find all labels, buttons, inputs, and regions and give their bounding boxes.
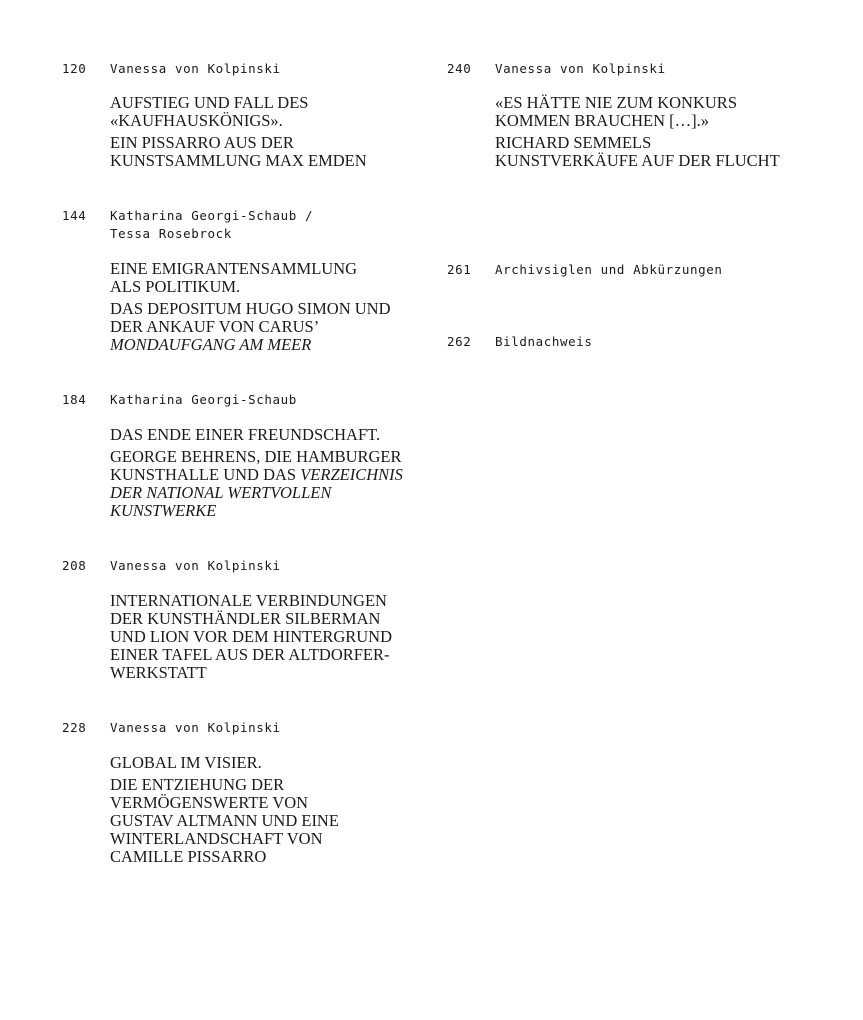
page-number: 184 [62,392,87,407]
entry-subtitle [110,448,420,520]
entry-subtitle-text: DAS DEPOSITUM HUGO SIMON UND DER ANKAUF VON CARUS’ [110,299,391,336]
page-number: 208 [62,558,87,573]
entry-title: DAS ENDE EINER FREUNDSCHAFT. [110,425,381,444]
entry-titles [110,260,420,354]
entry-titles [110,592,420,682]
entry-author: Vanessa von Kolpinski [110,61,281,76]
entry-titles [495,94,835,170]
entry-subtitle [110,300,420,354]
page-number: 120 [62,61,87,76]
entry-titles [110,94,420,170]
entry-title: «ES HÄTTE NIE ZUM KONKURS KOMMEN BRAUCHEN […].» [495,93,737,130]
entry-author: Vanessa von Kolpinski [110,558,281,573]
entry-title: EINE EMIGRANTENSAMMLUNG ALS POLITIKUM. [110,259,358,296]
entry-title: GLOBAL IM VISIER. [110,753,262,772]
page-number: 228 [62,720,87,735]
page-number: 261 [447,262,472,277]
page-number: 262 [447,334,472,349]
entry-author: Katharina Georgi-Schaub [110,392,297,407]
entry-subtitle-italic: MONDAUFGANG AM MEER [110,335,312,354]
entry-titles [110,754,420,866]
entry-title: Bildnachweis [495,334,593,349]
entry-subtitle: DIE ENTZIEHUNG DER VERMÖGENSWERTE VON GUSTAV ALTMANN UND EINE WINTERLANDSCHAFT VON CAMILLE PISSARRO [110,775,339,866]
entry-author: Vanessa von Kolpinski [110,720,281,735]
entry-subtitle-italic: VERZEICHNIS DER NATIONAL WERTVOLLEN KUNSTWERKE [110,465,403,520]
entry-title: Archivsiglen und Abkürzungen [495,262,723,277]
entry-author: Vanessa von Kolpinski [495,61,666,76]
entry-titles [110,426,420,520]
entry-subtitle-text: GEORGE BEHRENS, DIE HAMBURGER KUNSTHALLE UND DAS [110,447,402,484]
entry-subtitle: EIN PISSARRO AUS DER KUNSTSAMMLUNG MAX EMDEN [110,133,367,170]
entry-title: AUFSTIEG UND FALL DES «KAUFHAUSKÖNIGS». [110,93,309,130]
entry-author: Katharina Georgi-Schaub / Tessa Rosebrock [110,208,314,241]
page-number: 240 [447,61,472,76]
entry-subtitle: RICHARD SEMMELS KUNSTVERKÄUFE AUF DER FLUCHT [495,133,780,170]
entry-title: INTERNATIONALE VERBINDUNGEN DER KUNSTHÄNDLER SILBERMAN UND LION VOR DEM HINTERGRUND EINER TAFEL AUS DER ALTDORFER- WERKSTATT [110,591,393,682]
page-number: 144 [62,208,87,223]
